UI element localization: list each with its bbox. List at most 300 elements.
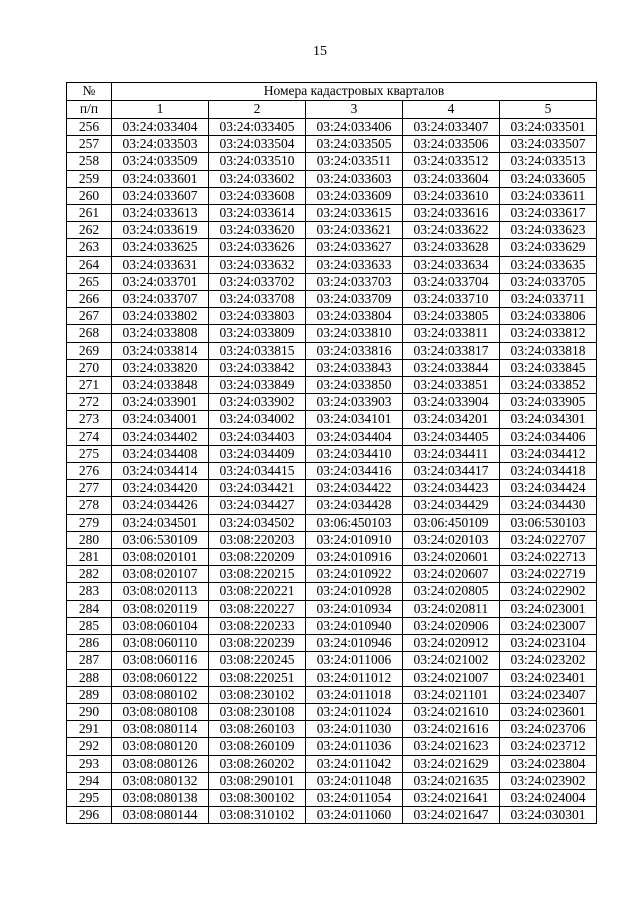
cadastral-number-cell: 03:08:060122 (112, 669, 209, 686)
cadastral-number-cell: 03:24:033619 (112, 222, 209, 239)
cadastral-number-cell: 03:24:011012 (306, 669, 403, 686)
table-row (67, 136, 597, 153)
row-number-cell: 264 (67, 256, 112, 273)
cadastral-number-cell: 03:08:260103 (209, 721, 306, 738)
row-number-cell: 281 (67, 549, 112, 566)
cadastral-number-cell: 03:24:033812 (500, 325, 597, 342)
cadastral-number-cell: 03:24:021635 (403, 772, 500, 789)
table-row (67, 480, 597, 497)
row-number-cell: 258 (67, 153, 112, 170)
cadastral-number-cell: 03:24:033705 (500, 273, 597, 290)
cadastral-number-cell: 03:24:022713 (500, 549, 597, 566)
cadastral-number-cell: 03:24:034416 (306, 463, 403, 480)
table-row (67, 514, 597, 531)
cadastral-number-cell: 03:08:220209 (209, 549, 306, 566)
cadastral-number-cell: 03:24:033849 (209, 377, 306, 394)
cadastral-number-cell: 03:24:033631 (112, 256, 209, 273)
cadastral-number-cell: 03:24:034408 (112, 445, 209, 462)
cadastral-number-cell: 03:24:023202 (500, 652, 597, 669)
table-row (67, 583, 597, 600)
cadastral-number-cell: 03:08:080108 (112, 703, 209, 720)
cadastral-number-cell: 03:24:020811 (403, 600, 500, 617)
cadastral-number-cell: 03:08:060116 (112, 652, 209, 669)
cadastral-number-cell: 03:06:530103 (500, 514, 597, 531)
cadastral-number-cell: 03:08:080126 (112, 755, 209, 772)
row-number-cell: 270 (67, 359, 112, 376)
cadastral-number-cell: 03:24:023407 (500, 686, 597, 703)
cadastral-number-cell: 03:24:010940 (306, 617, 403, 634)
cadastral-number-cell: 03:24:033842 (209, 359, 306, 376)
row-number-cell: 271 (67, 377, 112, 394)
cadastral-number-cell: 03:24:033845 (500, 359, 597, 376)
cadastral-number-cell: 03:24:021641 (403, 789, 500, 806)
cadastral-number-cell: 03:24:034422 (306, 480, 403, 497)
row-number-cell: 284 (67, 600, 112, 617)
table-row (67, 703, 597, 720)
table-row (67, 531, 597, 548)
row-number-cell: 262 (67, 222, 112, 239)
cadastral-number-cell: 03:24:011006 (306, 652, 403, 669)
cadastral-number-cell: 03:08:020119 (112, 600, 209, 617)
cadastral-number-cell: 03:24:034426 (112, 497, 209, 514)
table-row (67, 600, 597, 617)
cadastral-number-cell: 03:24:033615 (306, 205, 403, 222)
cadastral-number-cell: 03:24:010922 (306, 566, 403, 583)
cadastral-number-cell: 03:24:034420 (112, 480, 209, 497)
cadastral-number-cell: 03:24:033609 (306, 187, 403, 204)
cadastral-number-cell: 03:24:023804 (500, 755, 597, 772)
cadastral-number-cell: 03:06:450103 (306, 514, 403, 531)
cadastral-number-cell: 03:24:033510 (209, 153, 306, 170)
table-row (67, 669, 597, 686)
table-row (67, 635, 597, 652)
cadastral-number-cell: 03:24:033901 (112, 394, 209, 411)
cadastral-number-cell: 03:24:010934 (306, 600, 403, 617)
cadastral-number-cell: 03:24:033904 (403, 394, 500, 411)
cadastral-number-cell: 03:24:034418 (500, 463, 597, 480)
cadastral-number-cell: 03:24:030301 (500, 807, 597, 824)
row-number-cell: 288 (67, 669, 112, 686)
cadastral-number-cell: 03:24:034301 (500, 411, 597, 428)
cadastral-number-cell: 03:24:033405 (209, 119, 306, 136)
cadastral-number-cell: 03:24:011030 (306, 721, 403, 738)
row-number-cell: 277 (67, 480, 112, 497)
cadastral-number-cell: 03:24:020601 (403, 549, 500, 566)
group-header: Номера кадастровых кварталов (112, 83, 597, 101)
cadastral-number-cell: 03:24:033848 (112, 377, 209, 394)
row-number-cell: 290 (67, 703, 112, 720)
cadastral-number-cell: 03:24:010946 (306, 635, 403, 652)
cadastral-number-cell: 03:08:220203 (209, 531, 306, 548)
cadastral-number-cell: 03:24:033614 (209, 205, 306, 222)
row-number-cell: 266 (67, 291, 112, 308)
row-number-cell: 260 (67, 187, 112, 204)
cadastral-number-cell: 03:24:034410 (306, 445, 403, 462)
cadastral-number-cell: 03:24:010916 (306, 549, 403, 566)
cadastral-number-cell: 03:24:033702 (209, 273, 306, 290)
cadastral-number-cell: 03:24:033407 (403, 119, 500, 136)
row-number-cell: 268 (67, 325, 112, 342)
cadastral-number-cell: 03:24:033512 (403, 153, 500, 170)
cadastral-number-cell: 03:24:033711 (500, 291, 597, 308)
row-number-cell: 261 (67, 205, 112, 222)
row-number-cell: 256 (67, 119, 112, 136)
row-number-cell: 285 (67, 617, 112, 634)
cadastral-number-cell: 03:24:021623 (403, 738, 500, 755)
row-number-cell: 263 (67, 239, 112, 256)
cadastral-number-cell: 03:24:034201 (403, 411, 500, 428)
num-header-bottom: п/п (67, 101, 112, 119)
cadastral-number-cell: 03:24:034001 (112, 411, 209, 428)
cadastral-quarters-table (66, 82, 597, 824)
cadastral-number-cell: 03:08:080102 (112, 686, 209, 703)
cadastral-number-cell: 03:24:033605 (500, 170, 597, 187)
cadastral-number-cell: 03:24:033806 (500, 308, 597, 325)
row-number-cell: 293 (67, 755, 112, 772)
cadastral-number-cell: 03:24:034430 (500, 497, 597, 514)
cadastral-number-cell: 03:24:033811 (403, 325, 500, 342)
cadastral-number-cell: 03:24:033513 (500, 153, 597, 170)
cadastral-number-cell: 03:24:033604 (403, 170, 500, 187)
cadastral-number-cell: 03:24:033851 (403, 377, 500, 394)
row-number-cell: 257 (67, 136, 112, 153)
cadastral-number-cell: 03:24:033613 (112, 205, 209, 222)
cadastral-number-cell: 03:24:033505 (306, 136, 403, 153)
table-row (67, 153, 597, 170)
cadastral-number-cell: 03:24:034415 (209, 463, 306, 480)
cadastral-number-cell: 03:24:033852 (500, 377, 597, 394)
table-body (67, 119, 597, 824)
cadastral-number-cell: 03:06:530109 (112, 531, 209, 548)
table-row (67, 721, 597, 738)
row-number-cell: 283 (67, 583, 112, 600)
cadastral-number-cell: 03:24:034417 (403, 463, 500, 480)
table-row (67, 187, 597, 204)
table-row (67, 652, 597, 669)
cadastral-number-cell: 03:08:260202 (209, 755, 306, 772)
cadastral-number-cell: 03:24:033625 (112, 239, 209, 256)
cadastral-number-cell: 03:24:023007 (500, 617, 597, 634)
cadastral-number-cell: 03:24:010910 (306, 531, 403, 548)
table-row (67, 170, 597, 187)
table-row (67, 359, 597, 376)
column-number: 4 (403, 101, 500, 119)
cadastral-number-cell: 03:24:033610 (403, 187, 500, 204)
cadastral-number-cell: 03:08:230102 (209, 686, 306, 703)
cadastral-number-cell: 03:24:023601 (500, 703, 597, 720)
cadastral-number-cell: 03:24:023401 (500, 669, 597, 686)
cadastral-number-cell: 03:24:033509 (112, 153, 209, 170)
cadastral-number-cell: 03:24:033709 (306, 291, 403, 308)
cadastral-number-cell: 03:24:020805 (403, 583, 500, 600)
row-number-cell: 291 (67, 721, 112, 738)
cadastral-number-cell: 03:24:033903 (306, 394, 403, 411)
cadastral-number-cell: 03:24:022719 (500, 566, 597, 583)
cadastral-number-cell: 03:24:011036 (306, 738, 403, 755)
row-number-cell: 269 (67, 342, 112, 359)
cadastral-number-cell: 03:24:034411 (403, 445, 500, 462)
cadastral-number-cell: 03:24:033601 (112, 170, 209, 187)
column-number: 5 (500, 101, 597, 119)
cadastral-number-cell: 03:24:033902 (209, 394, 306, 411)
cadastral-number-cell: 03:24:033815 (209, 342, 306, 359)
cadastral-number-cell: 03:24:011060 (306, 807, 403, 824)
table-row (67, 807, 597, 824)
cadastral-number-cell: 03:24:034428 (306, 497, 403, 514)
cadastral-number-cell: 03:24:020607 (403, 566, 500, 583)
cadastral-number-cell: 03:24:034502 (209, 514, 306, 531)
cadastral-number-cell: 03:24:024004 (500, 789, 597, 806)
cadastral-number-cell: 03:24:033621 (306, 222, 403, 239)
table-row (67, 549, 597, 566)
table-header-row (67, 83, 597, 101)
cadastral-number-cell: 03:24:033620 (209, 222, 306, 239)
table-row (67, 239, 597, 256)
cadastral-number-cell: 03:24:021647 (403, 807, 500, 824)
row-number-cell: 286 (67, 635, 112, 652)
cadastral-number-cell: 03:24:034424 (500, 480, 597, 497)
table-row (67, 394, 597, 411)
cadastral-number-cell: 03:24:033607 (112, 187, 209, 204)
cadastral-number-cell: 03:24:033623 (500, 222, 597, 239)
cadastral-number-cell: 03:24:021007 (403, 669, 500, 686)
cadastral-number-cell: 03:08:020113 (112, 583, 209, 600)
cadastral-number-cell: 03:24:023706 (500, 721, 597, 738)
table-row (67, 411, 597, 428)
cadastral-number-cell: 03:08:080138 (112, 789, 209, 806)
cadastral-number-cell: 03:08:080144 (112, 807, 209, 824)
row-number-cell: 295 (67, 789, 112, 806)
cadastral-number-cell: 03:24:033701 (112, 273, 209, 290)
row-number-cell: 259 (67, 170, 112, 187)
cadastral-number-cell: 03:24:034409 (209, 445, 306, 462)
cadastral-number-cell: 03:24:033632 (209, 256, 306, 273)
table-subheader-row (67, 101, 597, 119)
cadastral-number-cell: 03:24:021101 (403, 686, 500, 703)
cadastral-number-cell: 03:24:022707 (500, 531, 597, 548)
table-row (67, 445, 597, 462)
cadastral-number-cell: 03:24:033905 (500, 394, 597, 411)
cadastral-number-cell: 03:24:033506 (403, 136, 500, 153)
cadastral-number-cell: 03:08:060110 (112, 635, 209, 652)
cadastral-number-cell: 03:24:022902 (500, 583, 597, 600)
cadastral-number-cell: 03:08:220239 (209, 635, 306, 652)
cadastral-number-cell: 03:24:011042 (306, 755, 403, 772)
table-row (67, 617, 597, 634)
cadastral-number-cell: 03:08:300102 (209, 789, 306, 806)
table-row (67, 789, 597, 806)
cadastral-number-cell: 03:08:080114 (112, 721, 209, 738)
cadastral-number-cell: 03:08:080120 (112, 738, 209, 755)
cadastral-number-cell: 03:24:033611 (500, 187, 597, 204)
cadastral-number-cell: 03:24:023001 (500, 600, 597, 617)
column-number: 1 (112, 101, 209, 119)
cadastral-number-cell: 03:24:010928 (306, 583, 403, 600)
cadastral-number-cell: 03:24:033629 (500, 239, 597, 256)
cadastral-number-cell: 03:24:033818 (500, 342, 597, 359)
cadastral-number-cell: 03:24:020906 (403, 617, 500, 634)
table-row (67, 377, 597, 394)
cadastral-number-cell: 03:24:033634 (403, 256, 500, 273)
row-number-cell: 280 (67, 531, 112, 548)
cadastral-number-cell: 03:24:033809 (209, 325, 306, 342)
cadastral-number-cell: 03:08:220233 (209, 617, 306, 634)
cadastral-number-cell: 03:24:023902 (500, 772, 597, 789)
cadastral-number-cell: 03:24:033816 (306, 342, 403, 359)
cadastral-number-cell: 03:08:260109 (209, 738, 306, 755)
cadastral-number-cell: 03:24:033707 (112, 291, 209, 308)
cadastral-number-cell: 03:08:220227 (209, 600, 306, 617)
cadastral-number-cell: 03:24:033627 (306, 239, 403, 256)
table-row (67, 755, 597, 772)
cadastral-number-cell: 03:08:230108 (209, 703, 306, 720)
cadastral-number-cell: 03:24:033608 (209, 187, 306, 204)
cadastral-number-cell: 03:24:020912 (403, 635, 500, 652)
cadastral-number-cell: 03:08:290101 (209, 772, 306, 789)
row-number-cell: 292 (67, 738, 112, 755)
cadastral-number-cell: 03:24:033817 (403, 342, 500, 359)
cadastral-number-cell: 03:24:033622 (403, 222, 500, 239)
cadastral-number-cell: 03:24:034101 (306, 411, 403, 428)
cadastral-number-cell: 03:24:034429 (403, 497, 500, 514)
row-number-cell: 275 (67, 445, 112, 462)
table-row (67, 256, 597, 273)
cadastral-number-cell: 03:24:033704 (403, 273, 500, 290)
cadastral-number-cell: 03:24:034421 (209, 480, 306, 497)
table-row (67, 222, 597, 239)
cadastral-number-cell: 03:24:033808 (112, 325, 209, 342)
cadastral-number-cell: 03:24:033602 (209, 170, 306, 187)
cadastral-number-cell: 03:24:011024 (306, 703, 403, 720)
row-number-cell: 265 (67, 273, 112, 290)
cadastral-number-cell: 03:08:080132 (112, 772, 209, 789)
table-row (67, 463, 597, 480)
cadastral-number-cell: 03:24:033703 (306, 273, 403, 290)
cadastral-number-cell: 03:24:033503 (112, 136, 209, 153)
cadastral-number-cell: 03:08:310102 (209, 807, 306, 824)
cadastral-number-cell: 03:24:033616 (403, 205, 500, 222)
table-row (67, 325, 597, 342)
cadastral-number-cell: 03:24:033843 (306, 359, 403, 376)
cadastral-number-cell: 03:24:033501 (500, 119, 597, 136)
cadastral-number-cell: 03:08:220245 (209, 652, 306, 669)
cadastral-number-cell: 03:24:020103 (403, 531, 500, 548)
cadastral-number-cell: 03:08:220221 (209, 583, 306, 600)
row-number-cell: 294 (67, 772, 112, 789)
table-row (67, 772, 597, 789)
cadastral-number-cell: 03:24:023104 (500, 635, 597, 652)
cadastral-number-cell: 03:24:033603 (306, 170, 403, 187)
cadastral-number-cell: 03:24:034427 (209, 497, 306, 514)
cadastral-number-cell: 03:24:033507 (500, 136, 597, 153)
row-number-cell: 282 (67, 566, 112, 583)
cadastral-number-cell: 03:24:021610 (403, 703, 500, 720)
cadastral-number-cell: 03:24:033820 (112, 359, 209, 376)
cadastral-number-cell: 03:24:011048 (306, 772, 403, 789)
cadastral-number-cell: 03:24:021629 (403, 755, 500, 772)
cadastral-number-cell: 03:08:220251 (209, 669, 306, 686)
row-number-cell: 289 (67, 686, 112, 703)
row-number-cell: 296 (67, 807, 112, 824)
cadastral-number-cell: 03:24:033404 (112, 119, 209, 136)
cadastral-number-cell: 03:24:033814 (112, 342, 209, 359)
cadastral-number-cell: 03:24:033803 (209, 308, 306, 325)
cadastral-number-cell: 03:08:020101 (112, 549, 209, 566)
table-row (67, 738, 597, 755)
cadastral-number-cell: 03:24:034406 (500, 428, 597, 445)
cadastral-number-cell: 03:24:021002 (403, 652, 500, 669)
row-number-cell: 287 (67, 652, 112, 669)
table-row (67, 291, 597, 308)
column-number: 2 (209, 101, 306, 119)
cadastral-number-cell: 03:24:033850 (306, 377, 403, 394)
cadastral-number-cell: 03:24:011018 (306, 686, 403, 703)
table-row (67, 119, 597, 136)
row-number-cell: 276 (67, 463, 112, 480)
cadastral-number-cell: 03:24:033802 (112, 308, 209, 325)
cadastral-number-cell: 03:24:034404 (306, 428, 403, 445)
cadastral-number-cell: 03:24:033406 (306, 119, 403, 136)
cadastral-number-cell: 03:24:034405 (403, 428, 500, 445)
cadastral-number-cell: 03:24:033511 (306, 153, 403, 170)
table-row (67, 428, 597, 445)
cadastral-number-cell: 03:24:033617 (500, 205, 597, 222)
row-number-cell: 272 (67, 394, 112, 411)
table-row (67, 497, 597, 514)
cadastral-number-cell: 03:24:033708 (209, 291, 306, 308)
cadastral-number-cell: 03:24:034414 (112, 463, 209, 480)
cadastral-number-cell: 03:24:034412 (500, 445, 597, 462)
cadastral-number-cell: 03:24:011054 (306, 789, 403, 806)
table-row (67, 273, 597, 290)
cadastral-number-cell: 03:24:023712 (500, 738, 597, 755)
cadastral-number-cell: 03:06:450109 (403, 514, 500, 531)
cadastral-number-cell: 03:24:033805 (403, 308, 500, 325)
cadastral-number-cell: 03:24:033844 (403, 359, 500, 376)
cadastral-number-cell: 03:24:033628 (403, 239, 500, 256)
row-number-cell: 274 (67, 428, 112, 445)
table-row (67, 205, 597, 222)
cadastral-number-cell: 03:24:033635 (500, 256, 597, 273)
row-number-cell: 273 (67, 411, 112, 428)
table-row (67, 686, 597, 703)
row-number-cell: 279 (67, 514, 112, 531)
cadastral-number-cell: 03:24:033710 (403, 291, 500, 308)
column-number: 3 (306, 101, 403, 119)
cadastral-number-cell: 03:24:033633 (306, 256, 403, 273)
cadastral-number-cell: 03:08:060104 (112, 617, 209, 634)
cadastral-number-cell: 03:24:034423 (403, 480, 500, 497)
cadastral-number-cell: 03:24:034402 (112, 428, 209, 445)
table-row (67, 308, 597, 325)
num-header-top: № (67, 83, 112, 101)
cadastral-number-cell: 03:24:033810 (306, 325, 403, 342)
row-number-cell: 267 (67, 308, 112, 325)
page-number: 15 (313, 44, 327, 59)
cadastral-number-cell: 03:24:033804 (306, 308, 403, 325)
row-number-cell: 278 (67, 497, 112, 514)
cadastral-number-cell: 03:24:034403 (209, 428, 306, 445)
cadastral-number-cell: 03:24:033504 (209, 136, 306, 153)
cadastral-number-cell: 03:24:034002 (209, 411, 306, 428)
cadastral-number-cell: 03:24:034501 (112, 514, 209, 531)
table-row (67, 566, 597, 583)
cadastral-number-cell: 03:08:020107 (112, 566, 209, 583)
cadastral-number-cell: 03:24:021616 (403, 721, 500, 738)
cadastral-number-cell: 03:08:220215 (209, 566, 306, 583)
cadastral-number-cell: 03:24:033626 (209, 239, 306, 256)
table-row (67, 342, 597, 359)
